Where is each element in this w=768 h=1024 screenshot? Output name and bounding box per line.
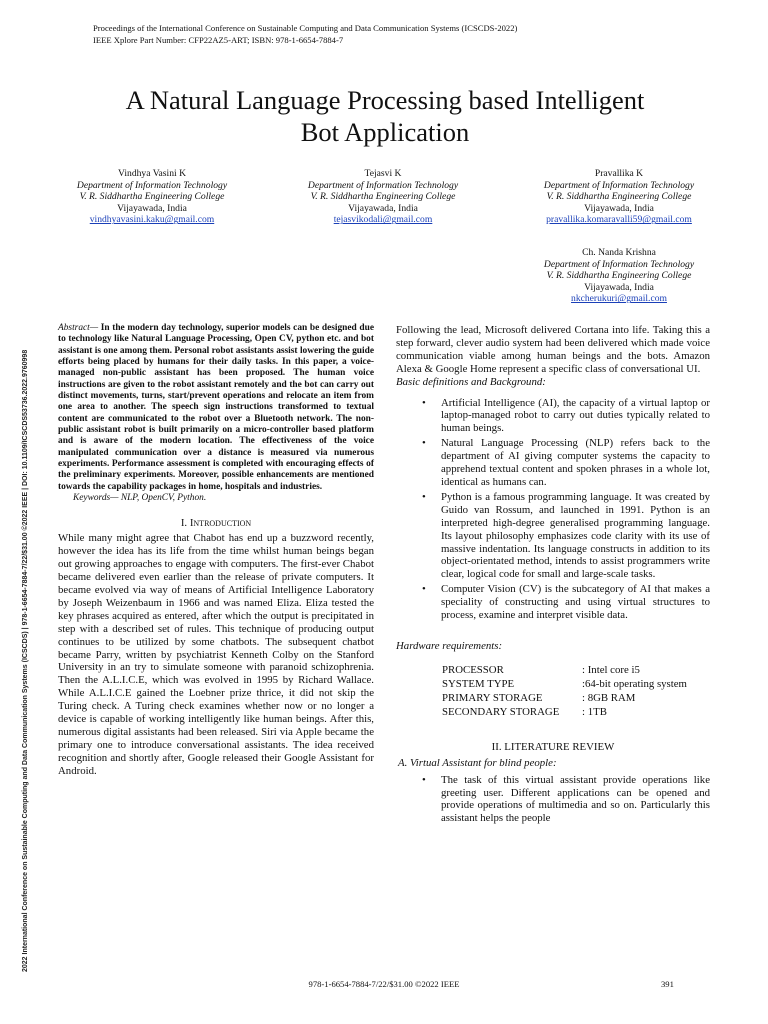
hw-key: PROCESSOR [442, 663, 504, 676]
paper-title [40, 84, 730, 148]
title-line-1: A Natural Language Processing based Intelligent [125, 85, 645, 115]
author-name: Ch. Nanda Krishna [582, 247, 656, 258]
author-city: Vijayawada, India [584, 202, 654, 214]
conference-header [93, 23, 517, 46]
author-email[interactable]: tejasvikodali@gmail.com [333, 214, 433, 226]
hardware-table [442, 663, 710, 719]
hw-key: SYSTEM TYPE [442, 677, 515, 690]
section-heading-literature-review: II. LITERATURE REVIEW [491, 740, 615, 753]
hw-value: : Intel core i5 [582, 663, 640, 676]
intro-continuation: Following the lead, Microsoft delivered Cortana into life. Taking this a step forward, clever audio system had been delivered which made voice communication viable among human beings and the bots. Amazon Alexa & Google Home represent a specific class of conversational UI. [396, 324, 710, 375]
basic-definitions-heading: Basic definitions and Background: [396, 375, 546, 388]
author-email[interactable]: pravallika.komaravalli59@gmail.com [546, 214, 692, 226]
abstract-text: In the modern day technology, superior models can be designed due to technology like Natural Language Processing, Open CV, python etc. and bot assistant is one among them. Personal robot assistants assist lowering the guide efforts being placed by humans for their daily tasks. In this paper, a voice-managed non-public assistant has been proposed. The human voice instructions are given to the robot assistant remotely and the bot can carry out distinct movements, turns, start/prevent operations and relocate an item from one area to another. The speech sign instructions transformed to textual content are communicated to the robot over a Bluetooth network. The non-public assistant robot is built primarily on a micro-controller based platform and is aware of the modern location. The effectiveness of the voice manipulated communication over a distance is measured via numerous experiments. Performance assessment is completed with encouraging effects of the preliminary experiments. Moreover, possible enhancements are mentioned towards the capability packages in home, hospitals and industries. [58, 323, 374, 492]
keywords: Keywords— NLP, OpenCV, Python. [73, 493, 207, 504]
author-dept: Department of Information Technology [543, 179, 695, 191]
hardware-heading: Hardware requirements: [396, 639, 503, 652]
abstract-label: Abstract— [58, 323, 99, 333]
abstract [58, 323, 374, 493]
list-item: • Computer Vision (CV) is the subcategory of AI that makes a speciality of constructing and using virtual structures to process, examine and interpret visible data. [441, 583, 710, 622]
assistant-list [396, 774, 710, 826]
table-row [442, 705, 710, 719]
section-title: Introduction [189, 516, 252, 529]
introduction-body: While many might agree that Chabot has end up a buzzword recently, however the idea has its life from the time whilst human beings began out growing approaches to engage with computers. The first-ever Chabot became delivered even earlier than the release of private computers. It became evolved via way of means of Artificial Intelligence Laboratory by Joseph Weizenbaum in 1966 and was named Eliza. Eliza tested the key phrases acquired as entered, after which the output is precipitated in step with a described set of rules. This technique of producing output continues to be utilized by some chatbots. The subsequent chatbot became Parry, written by psychiatrist Kenneth Colby on the Stanford University in an try to simulate someone with paranoid schizophrenia. Then the A.L.I.C.E, which was evolved in 1995 by Richard Wallace. While A.L.I.C.E gained the Loebner prize thrice, it did not skip the Turing check. A Turing check examines whether now or no longer a device is capable of working intelligently like human beings. After this, numerous digital assistants had been released. Siri via Apple became the primary one to introduce conversational assistants. The idea received recognition and shortly after, Google released their Google Assistant for Android. [58, 532, 374, 777]
list-item: • Natural Language Processing (NLP) refers back to the department of AI giving computer systems the capacity to apprehend textual content and spoken phrases in a whole lot, identical as humans can. [441, 437, 710, 489]
footer-copyright: 978-1-6654-7884-7/22/$31.00 ©2022 IEEE [308, 979, 460, 989]
header-line-1: Proceedings of the International Conference on Sustainable Computing and Data Communication Systems (ICSCDS-2022) [93, 23, 518, 33]
hw-value: : 8GB RAM [582, 691, 636, 704]
header-line-2: IEEE Xplore Part Number: CFP22AZ5-ART; ISBN: 978-1-6654-7884-7 [93, 34, 344, 45]
author-college: V. R. Siddhartha Engineering College [310, 191, 456, 203]
list-item: • Artificial Intelligence (AI), the capacity of a virtual laptop or laptop-managed robot to carry out duties typically related to human beings. [441, 397, 710, 436]
section-heading-introduction [58, 517, 374, 530]
list-item: • Python is a famous programming language. It was created by Guido van Rossum, and launched in 1991. Python is an interpreted high-degree generalised programming language. Its layout philosophy emphasizes code clarity with its use of massive indentation. Its language constructs in addition to its object-orientated method, intends to assist programmers write clear, logical code for small and large-scale tasks. [441, 491, 710, 581]
author-dept: Department of Information Technology [543, 258, 695, 270]
hw-value: : 1TB [582, 705, 607, 718]
doi-sidebar-text: 2022 International Conference on Sustainable Computing and Data Communication Systems (ICSCDS) | 978-1-6654-7884-7/22/$31.00 ©2022 IEEE | DOI: 10.1109/ICSCDS53736.2022.9760998 [22, 349, 29, 972]
author-name: Tejasvi K [364, 168, 402, 179]
subsection-heading: A. Virtual Assistant for blind people: [398, 756, 557, 769]
left-column [58, 323, 374, 778]
table-row [442, 691, 710, 705]
author-email[interactable]: nkcherukuri@gmail.com [571, 293, 667, 305]
author-email[interactable]: vindhyavasini.kaku@gmail.com [89, 214, 215, 226]
author-college: V. R. Siddhartha Engineering College [546, 191, 692, 203]
author-block-3 [524, 168, 714, 226]
author-name: Pravallika K [594, 168, 644, 179]
author-city: Vijayawada, India [584, 281, 654, 293]
author-block-4 [524, 247, 714, 305]
title-line-2: Bot Application [300, 117, 470, 147]
author-dept: Department of Information Technology [76, 179, 228, 191]
table-row [442, 663, 710, 677]
author-block-1 [59, 168, 245, 226]
author-city: Vijayawada, India [117, 202, 187, 214]
author-dept: Department of Information Technology [307, 179, 459, 191]
author-block-2 [288, 168, 478, 226]
page-number: 391 [661, 979, 674, 989]
author-college: V. R. Siddhartha Engineering College [79, 191, 225, 203]
right-column [396, 324, 710, 827]
author-city: Vijayawada, India [348, 202, 418, 214]
list-item: • The task of this virtual assistant provide operations like greeting user. Different applications can be opened and provide operations of multimedia and so on. Particularly this assistant helps the people [441, 774, 710, 826]
hw-value: :64-bit operating system [582, 677, 687, 690]
table-row [442, 677, 710, 691]
author-name: Vindhya Vasini K [118, 168, 186, 179]
hw-key: SECONDARY STORAGE [442, 705, 560, 718]
author-college: V. R. Siddhartha Engineering College [546, 270, 692, 282]
section-number: I. [180, 516, 188, 529]
hw-key: PRIMARY STORAGE [442, 691, 543, 704]
definitions-list [396, 397, 710, 622]
